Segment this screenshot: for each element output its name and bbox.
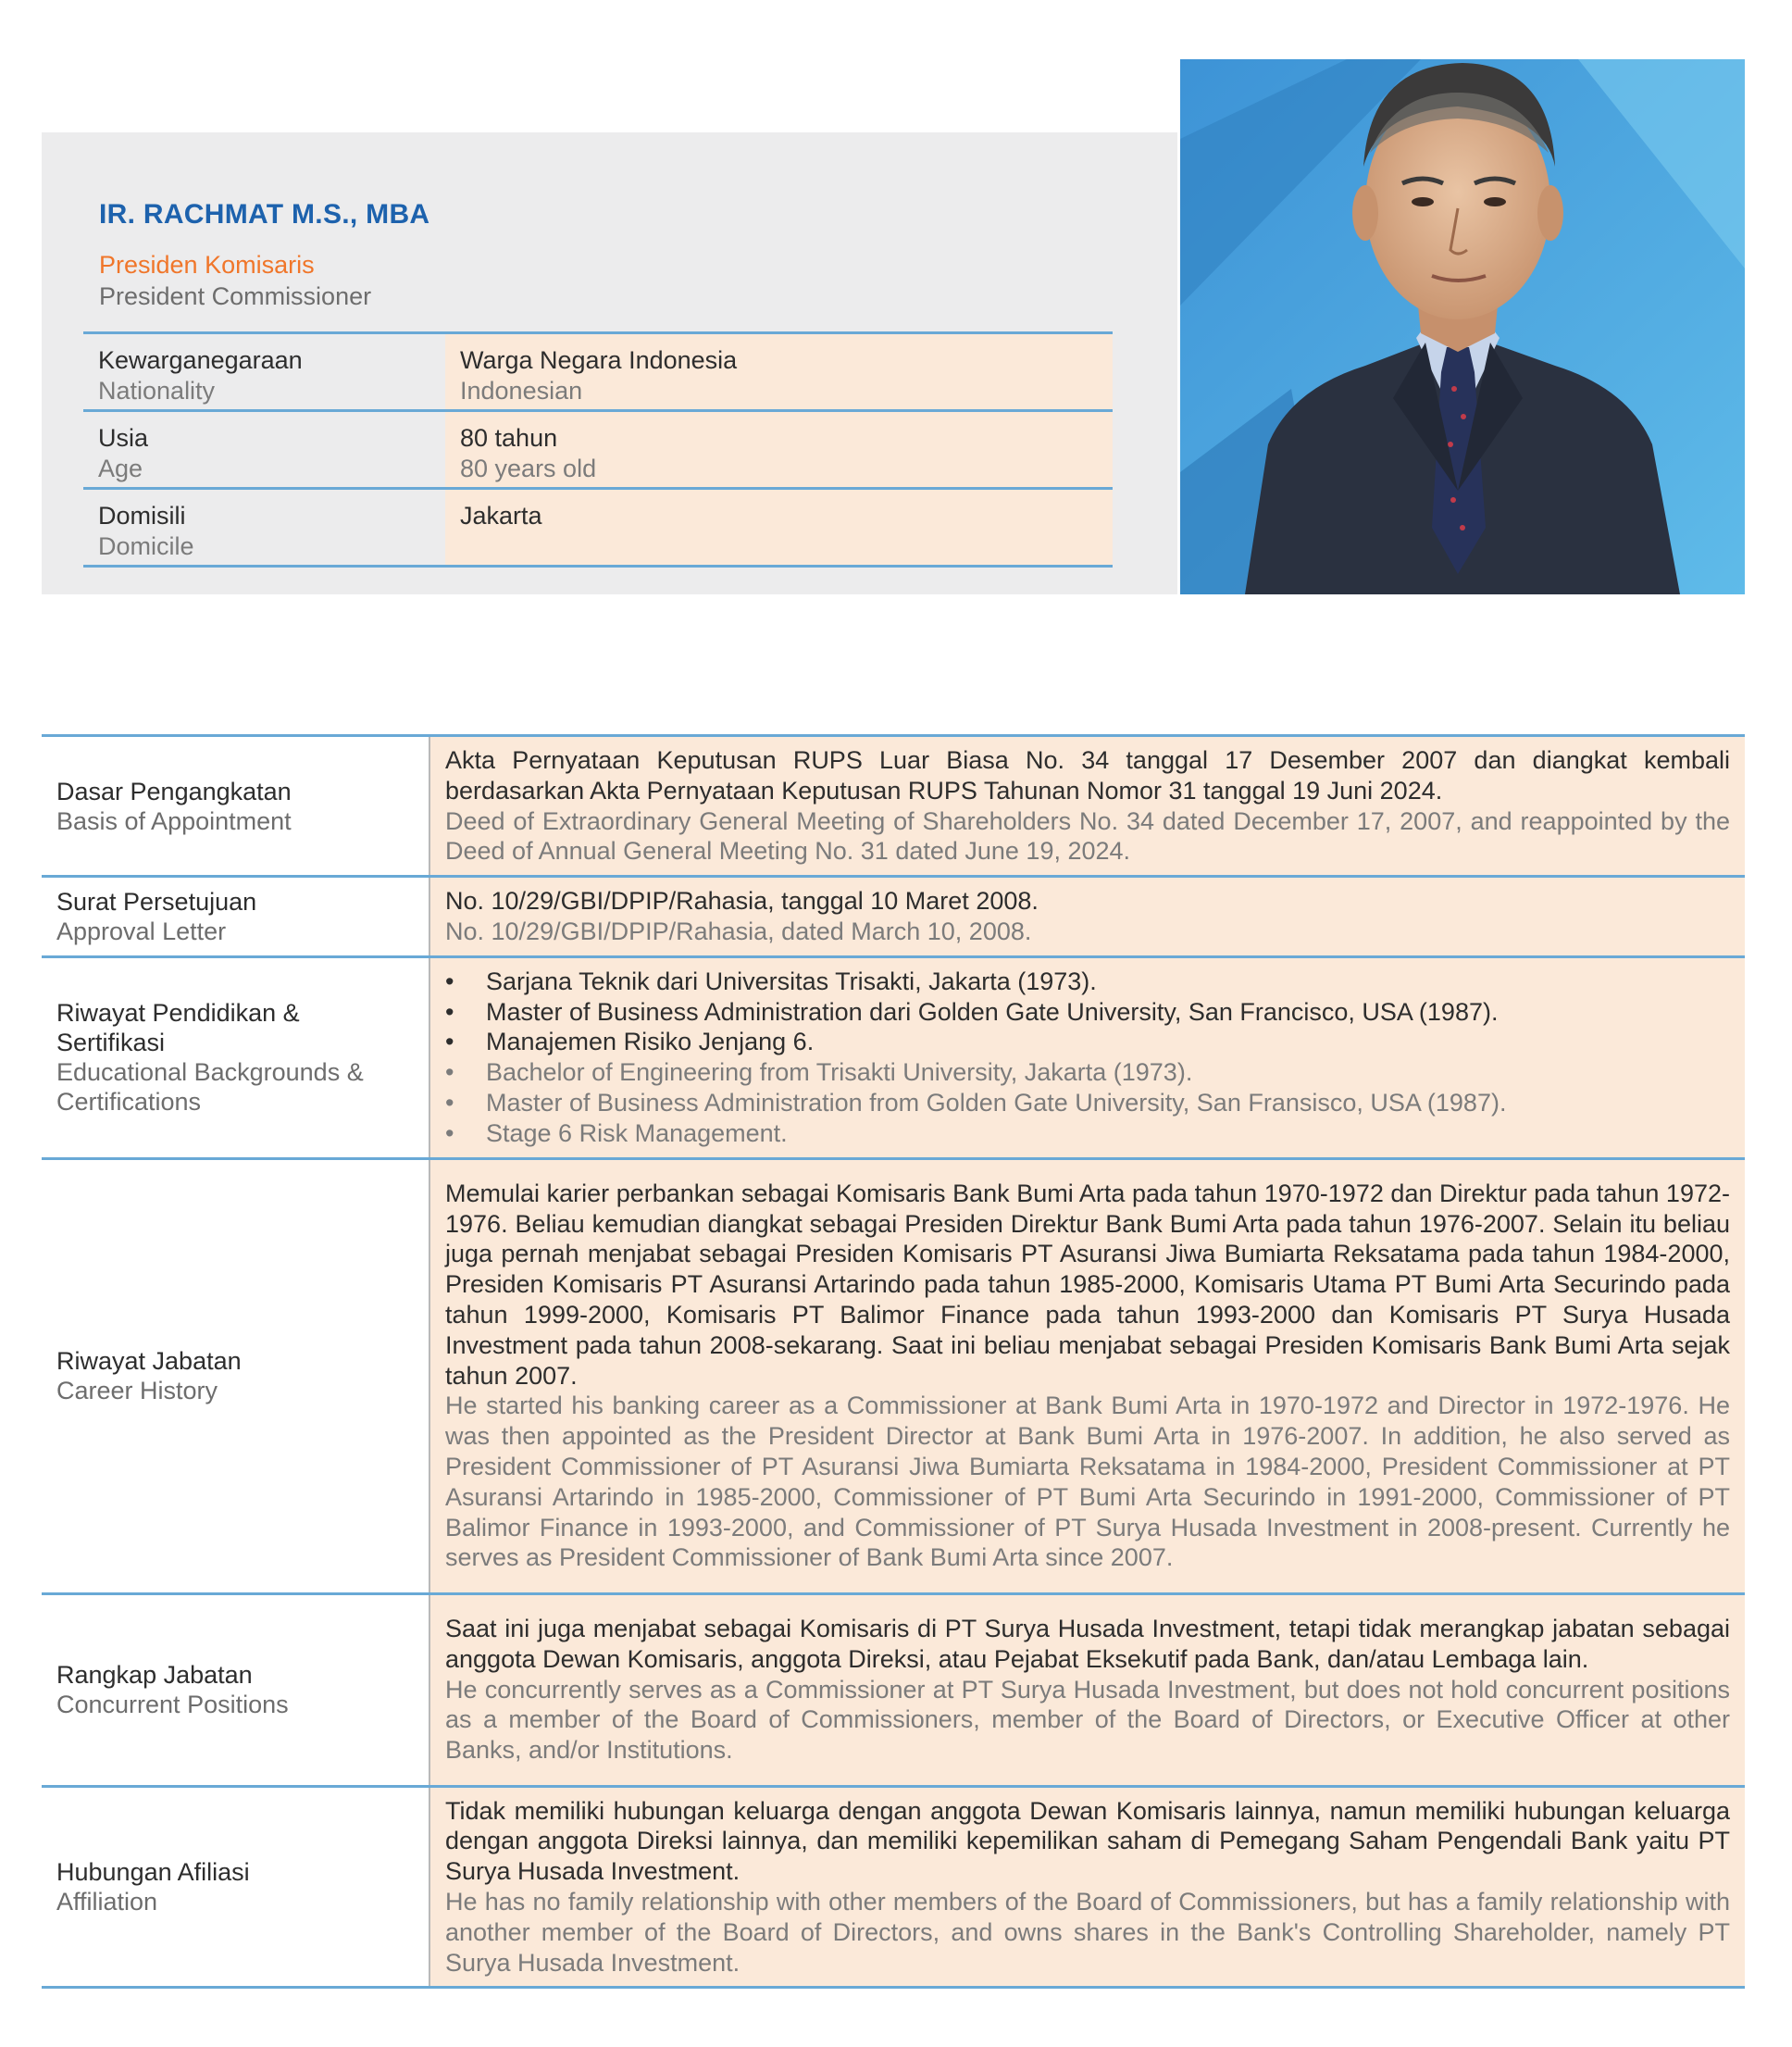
row-label-en: Educational Backgrounds & bbox=[56, 1058, 364, 1087]
position-title-id: Presiden Komisaris bbox=[99, 251, 315, 279]
row-value-cell bbox=[429, 736, 1745, 877]
row-label-en: Affiliation bbox=[56, 1887, 158, 1916]
row-label-cell bbox=[42, 1786, 429, 1988]
row-label-id: Surat Persetujuan bbox=[56, 887, 257, 916]
list-item: • Master of Business Administration from Golden Gate University, San Fransisco, USA (1987). bbox=[445, 1088, 1730, 1118]
row-value-cell bbox=[429, 1158, 1745, 1593]
affiliation-text-id: Tidak memiliki hubungan keluarga dengan anggota Dewan Komisaris lainnya, namun memiliki hubungan keluarga dengan anggota Direksi lainnya, dan memiliki kepemilikan saham di Pemegang Saham Pengendali Bank yaitu PT Surya Husada Investment. bbox=[445, 1796, 1730, 1886]
info-row-domicile bbox=[83, 489, 1113, 567]
row-label-id: Riwayat Pendidikan & bbox=[56, 999, 300, 1028]
info-value-cell bbox=[445, 489, 1113, 567]
info-label-en: Age bbox=[98, 455, 143, 482]
row-label-cell bbox=[42, 1593, 429, 1786]
row-concurrent-positions bbox=[42, 1593, 1745, 1786]
affiliation-text-en: He has no family relationship with other members of the Board of Commissioners, but has a family relationship with another member of the Board of Directors, and owns shares in the Bank's Controlling Shareholder, namely PT Surya Husada Investment. bbox=[445, 1887, 1730, 1977]
info-row-nationality bbox=[83, 333, 1113, 411]
row-basis-of-appointment bbox=[42, 736, 1745, 877]
row-label-id: Sertifikasi bbox=[56, 1029, 166, 1057]
row-value-cell bbox=[429, 877, 1745, 957]
info-label-id: Domisili bbox=[98, 502, 186, 530]
concurrent-text-id: Saat ini juga menjabat sebagai Komisaris di PT Surya Husada Investment, tetapi tidak merangkap jabatan sebagai anggota Dewan Komisaris, anggota Direksi, atau Pejabat Eksekutif pada Bank, dan/atau Lembaga lain. bbox=[445, 1615, 1730, 1673]
row-value-cell bbox=[429, 1593, 1745, 1786]
person-name: IR. RACHMAT M.S., MBA bbox=[99, 199, 430, 230]
career-text-id: Memulai karier perbankan sebagai Komisaris Bank Bumi Arta pada tahun 1970-1972 dan Direktur pada tahun 1972-1976. Beliau kemudian diangkat sebagai Presiden Direktur Bank Bumi Arta pada tahun 1976-2007. Selain itu beliau juga pernah menjabat sebagai Presiden Komisaris PT Asuransi Jiwa Bumiarta Reksatama pada tahun 1984-2000, Presiden Komisaris PT Asuransi Artarindo pada tahun 1985-2000, Komisaris Utama PT Bumi Arta Securindo pada tahun 1999-2000, Komisaris PT Balimor Finance pada tahun 1993-2000 dan Komisaris PT Surya Husada Investment pada tahun 2008-sekarang. Saat ini beliau menjabat sebagai Presiden Komisaris Bank Bumi Arta sejak tahun 2007. bbox=[445, 1179, 1730, 1390]
portrait-photo-icon bbox=[1180, 28, 1745, 594]
row-career-history bbox=[42, 1158, 1745, 1593]
appointment-text-en: Deed of Extraordinary General Meeting of Shareholders No. 34 dated December 17, 2007, and reappointed by the Deed of Annual General Meeting No. 31 dated June 19, 2024. bbox=[445, 806, 1730, 866]
position-title-en: President Commissioner bbox=[99, 282, 372, 310]
info-label-en: Nationality bbox=[98, 377, 216, 405]
info-value-en: Indonesian bbox=[460, 377, 583, 405]
row-label-cell bbox=[42, 1158, 429, 1593]
row-label-cell bbox=[42, 956, 429, 1158]
details-table bbox=[42, 734, 1745, 1989]
info-value-id: Jakarta bbox=[460, 502, 542, 530]
row-label-id: Riwayat Jabatan bbox=[56, 1347, 242, 1376]
row-approval-letter bbox=[42, 877, 1745, 957]
info-row-age bbox=[83, 411, 1113, 489]
approval-text-id: No. 10/29/GBI/DPIP/Rahasia, tanggal 10 Maret 2008. bbox=[445, 887, 1039, 916]
info-value-id: Warga Negara Indonesia bbox=[460, 346, 738, 374]
info-value-cell bbox=[445, 333, 1113, 411]
list-item: • Bachelor of Engineering from Trisakti University, Jakarta (1973). bbox=[445, 1057, 1730, 1088]
concurrent-text-en: He concurrently serves as a Commissioner at PT Surya Husada Investment, but does not hold concurrent positions as a member of the Board of Commissioners, member of the Board of Directors, or Executive Officer at other Banks, and/or Institutions. bbox=[445, 1675, 1730, 1765]
list-item: • Manajemen Risiko Jenjang 6. bbox=[445, 1027, 1730, 1057]
row-label-en: Concurrent Positions bbox=[56, 1691, 289, 1719]
appointment-text-id: Akta Pernyataan Keputusan RUPS Luar Biasa No. 34 tanggal 17 Desember 2007 dan diangkat kembali berdasarkan Akta Pernyataan Keputusan RUPS Tahunan Nomor 31 tanggal 19 Juni 2024. bbox=[445, 746, 1730, 805]
info-label-cell bbox=[83, 489, 445, 567]
row-label-id: Hubungan Afiliasi bbox=[56, 1857, 250, 1886]
info-value-cell bbox=[445, 411, 1113, 489]
row-label-en: Basis of Appointment bbox=[56, 806, 292, 835]
row-label-en: Certifications bbox=[56, 1088, 202, 1117]
info-value-id: 80 tahun bbox=[460, 424, 558, 452]
row-label-cell bbox=[42, 736, 429, 877]
row-label-en: Approval Letter bbox=[56, 917, 227, 945]
row-education bbox=[42, 956, 1745, 1158]
row-value-cell bbox=[429, 1786, 1745, 1988]
row-label-en: Career History bbox=[56, 1377, 218, 1405]
approval-text-en: No. 10/29/GBI/DPIP/Rahasia, dated March 10, 2008. bbox=[445, 917, 1032, 945]
list-item: • Stage 6 Risk Management. bbox=[445, 1118, 1730, 1149]
row-label-cell bbox=[42, 877, 429, 957]
education-list-en bbox=[445, 1057, 1730, 1148]
career-text-en: He started his banking career as a Commissioner at Bank Bumi Arta in 1970-1972 and Director in 1972-1976. He was then appointed as the President Director at Bank Bumi Arta in 1976-2007. In addition, he also served as President Commissioner of PT Asuransi Jiwa Bumiarta Reksatama in 1984-2000, President Commissioner at PT Asuransi Artarindo in 1985-2000, Commissioner of PT Bumi Arta Securindo in 1991-2000, Commissioner of PT Balimor Finance in 1993-2000, and Commissioner of PT Surya Husada Investment in 2008-present. Currently he serves as President Commissioner of Bank Bumi Arta since 2007. bbox=[445, 1392, 1730, 1572]
info-label-cell bbox=[83, 333, 445, 411]
row-label-id: Dasar Pengangkatan bbox=[56, 777, 292, 805]
row-affiliation bbox=[42, 1786, 1745, 1988]
info-value-en: 80 years old bbox=[460, 455, 597, 482]
row-value-cell bbox=[429, 956, 1745, 1158]
list-item: • Master of Business Administration dari Golden Gate University, San Francisco, USA (1987). bbox=[445, 997, 1730, 1028]
info-label-id: Kewarganegaraan bbox=[98, 346, 303, 374]
info-label-cell bbox=[83, 411, 445, 489]
info-label-id: Usia bbox=[98, 424, 149, 452]
personal-info-table bbox=[83, 331, 1113, 568]
row-label-id: Rangkap Jabatan bbox=[56, 1661, 253, 1690]
list-item: • Sarjana Teknik dari Universitas Trisakti, Jakarta (1973). bbox=[445, 967, 1730, 997]
education-list-id bbox=[445, 967, 1730, 1057]
info-label-en: Domicile bbox=[98, 532, 194, 560]
